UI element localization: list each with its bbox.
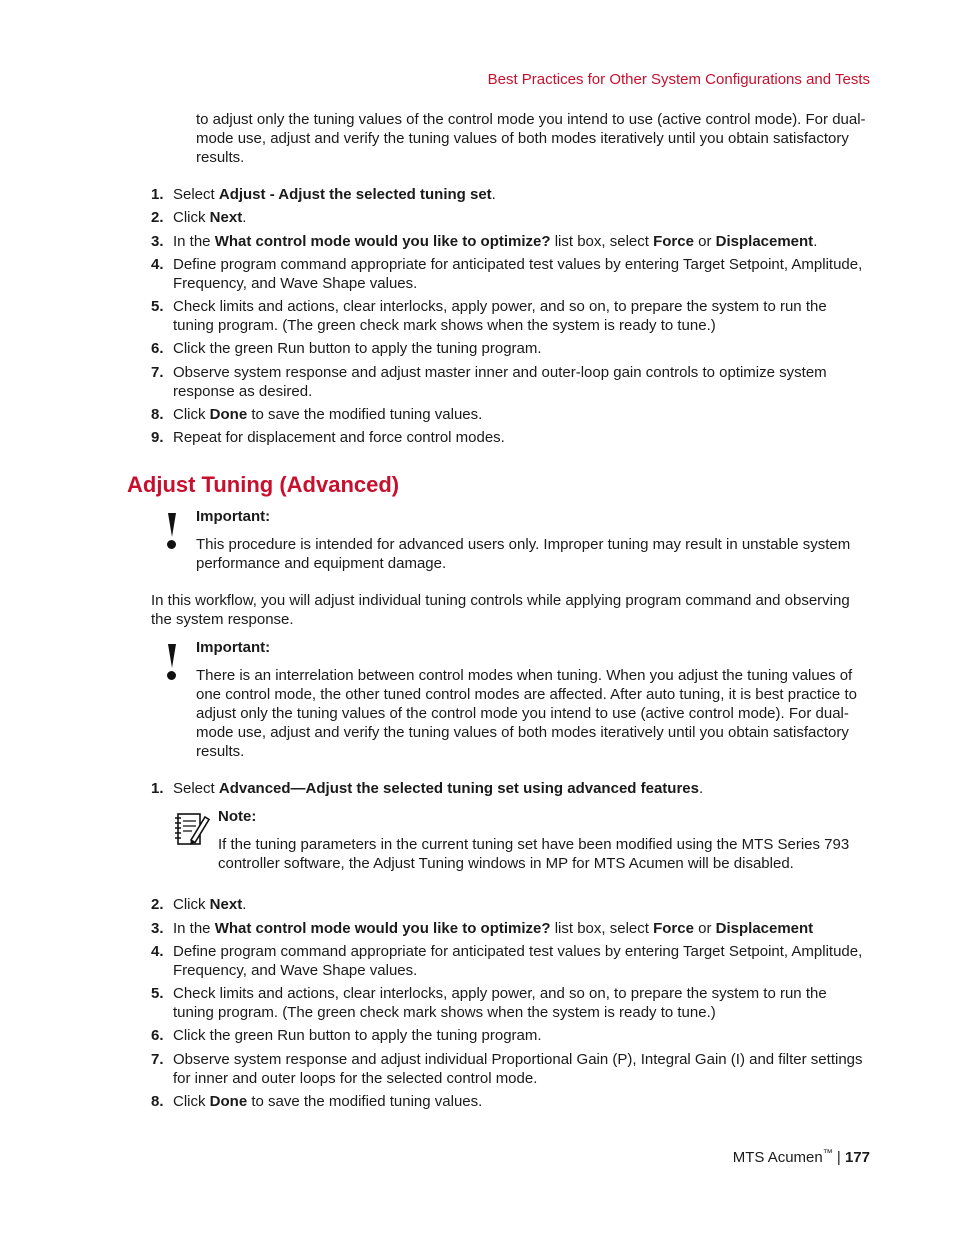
step-text: Click the green Run button to apply the tuning program. (173, 1027, 542, 1044)
footer-separator: | (832, 1149, 845, 1166)
step-item (151, 984, 871, 1022)
running-header: Best Practices for Other System Configurations and Tests (487, 71, 870, 88)
step-item (151, 405, 871, 424)
page-number: 177 (844, 1149, 870, 1166)
step-item (151, 255, 871, 293)
step-number: 8. (151, 406, 164, 423)
step-text: Check limits and actions, clear interlocks, apply power, and so on, to prepare the system to run the tuning program. (The green check mark shows when the system is ready to tune.) (173, 985, 827, 1021)
step-text: Click Next. (173, 209, 247, 226)
note-text: If the tuning parameters in the current tuning set have been modified using the MTS Series 793 controller software, the Adjust Tuning windows in MP for MTS Acumen will be disabled. (218, 836, 850, 872)
step-item (151, 919, 871, 938)
step-text: Repeat for displacement and force control modes. (173, 429, 505, 446)
important-text: There is an interrelation between control modes when tuning. When you adjust the tuning values of one control mode, the other tuned control modes are affected. After auto tuning, it is best practice to adjust only the tuning values of the control mode you intend to use (active control mode). For dual-mode use, adjust and verify the tuning values of both modes iteratively until you obtain satisfactory results. (196, 667, 857, 760)
step-text: In the What control mode would you like to optimize? list box, select Force or Displacement (173, 920, 814, 937)
step-number: 4. (151, 256, 164, 273)
footer-product: MTS Acumen (732, 1149, 823, 1166)
step-number: 6. (151, 340, 164, 357)
step-number: 6. (151, 1027, 164, 1044)
important-label: Important: (196, 639, 271, 656)
trademark-symbol: ™ (822, 1148, 833, 1159)
step-text: Check limits and actions, clear interlocks, apply power, and so on, to prepare the system to run the tuning program. (The green check mark shows when the system is ready to tune.) (173, 298, 827, 334)
section-heading: Adjust Tuning (Advanced) (127, 472, 400, 497)
step-number: 8. (151, 1093, 164, 1110)
step-number: 1. (151, 780, 164, 797)
step-number: 5. (151, 298, 164, 315)
step-item (151, 363, 871, 401)
step-item (151, 208, 871, 227)
step-number: 2. (151, 209, 164, 226)
step-number: 3. (151, 233, 164, 250)
step-item (151, 428, 871, 447)
exclamation-icon (165, 513, 179, 549)
step-item (151, 779, 871, 798)
step-number: 5. (151, 985, 164, 1002)
step-item (151, 339, 871, 358)
step-item (151, 942, 871, 980)
step-text: Define program command appropriate for anticipated test values by entering Target Setpoint, Amplitude, Frequency, and Wave Shape values. (173, 256, 863, 292)
step-item (151, 895, 871, 914)
step-number: 3. (151, 920, 164, 937)
workflow-text: In this workflow, you will adjust individual tuning controls while applying program command and observing the system response. (151, 592, 850, 628)
note-label: Note: (218, 808, 257, 825)
intro-continued-text: to adjust only the tuning values of the control mode you intend to use (active control mode). For dual-mode use, adjust and verify the tuning values of both modes iteratively until you obtain satisfactory results. (196, 111, 866, 166)
step-text: Select Adjust - Adjust the selected tuning set. (173, 186, 496, 203)
step-text: Click Next. (173, 896, 247, 913)
step-number: 1. (151, 186, 164, 203)
note-pencil-icon (172, 809, 212, 849)
step-number: 7. (151, 364, 164, 381)
step-text: Select Advanced—Adjust the selected tuning set using advanced features. (173, 780, 704, 797)
important-label: Important: (196, 508, 271, 525)
step-text: Click Done to save the modified tuning values. (173, 1093, 483, 1110)
important-text: This procedure is intended for advanced users only. Improper tuning may result in unstable system performance and equipment damage. (196, 536, 851, 572)
step-number: 7. (151, 1051, 164, 1068)
step-item (151, 185, 871, 204)
step-text: In the What control mode would you like to optimize? list box, select Force or Displacement. (173, 233, 818, 250)
step-text: Define program command appropriate for anticipated test values by entering Target Setpoint, Amplitude, Frequency, and Wave Shape values. (173, 943, 863, 979)
step-item (151, 232, 871, 251)
step-text: Observe system response and adjust individual Proportional Gain (P), Integral Gain (I) and filter settings for inner and outer loops for the selected control mode. (173, 1051, 863, 1087)
step-item (151, 297, 871, 335)
step-number: 2. (151, 896, 164, 913)
step-item (151, 1092, 871, 1111)
step-number: 4. (151, 943, 164, 960)
step-text: Click Done to save the modified tuning values. (173, 406, 483, 423)
step-number: 9. (151, 429, 164, 446)
exclamation-icon (165, 644, 179, 680)
step-text: Observe system response and adjust master inner and outer-loop gain controls to optimize system response as desired. (173, 364, 827, 400)
page-footer (733, 1148, 870, 1167)
step-text: Click the green Run button to apply the tuning program. (173, 340, 542, 357)
step-item (151, 1026, 871, 1045)
step-item (151, 1050, 871, 1088)
